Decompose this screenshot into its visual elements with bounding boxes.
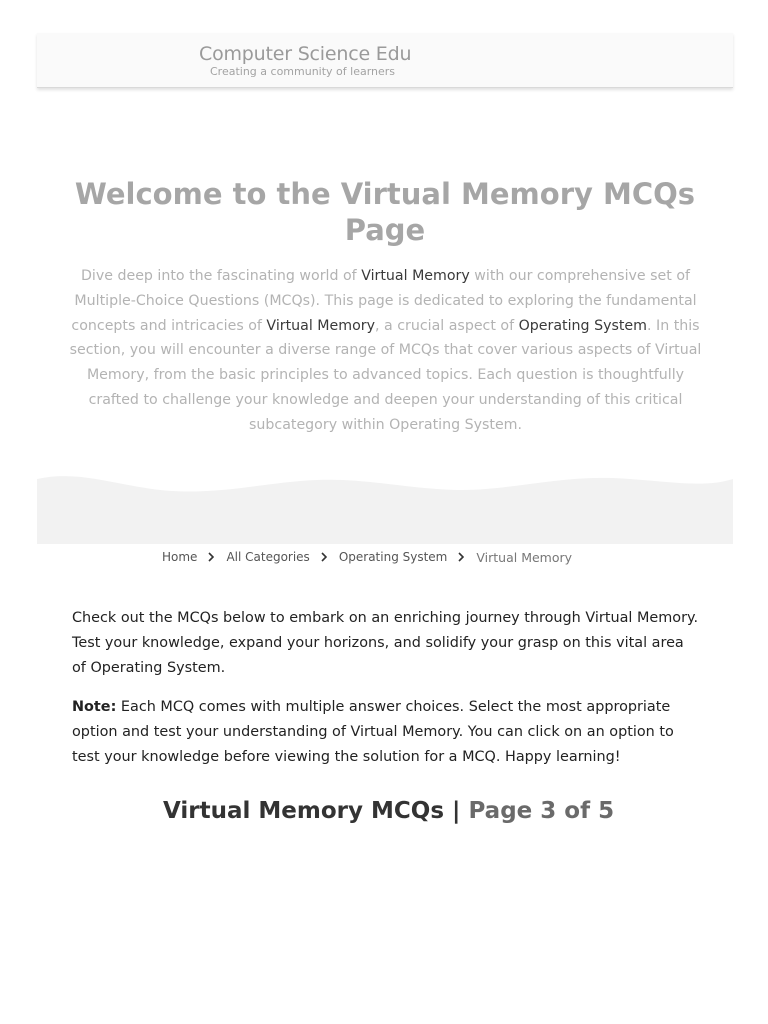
hero-desc-text: , a crucial aspect of	[375, 317, 519, 334]
highlight-virtual-memory: Virtual Memory	[361, 268, 470, 284]
note-paragraph	[72, 695, 702, 770]
site-brand[interactable]	[199, 43, 411, 78]
chevron-right-icon	[458, 552, 464, 562]
wave-shape	[37, 476, 733, 544]
hero-wave-divider	[37, 470, 733, 544]
breadcrumb-all-categories[interactable]: All Categories	[226, 550, 310, 564]
chevron-right-icon	[321, 552, 327, 562]
note-label: Note:	[72, 699, 117, 715]
intro-paragraph: Check out the MCQs below to embark on an enriching journey through Virtual Memory. Test your knowledge, expand your horizons, and solidify your grasp on this vital area of Operating System.	[72, 610, 699, 676]
highlight-virtual-memory: Virtual Memory	[266, 317, 375, 334]
mcq-list-heading	[163, 798, 614, 824]
heading-separator: |	[444, 798, 469, 824]
breadcrumb-operating-system[interactable]: Operating System	[338, 550, 448, 564]
hero-desc-text: . In this section, you will encounter a diverse range of MCQs that cover various aspects of Virtual Memory, from the basic principles to advanced topics. Each question is thoughtfully crafted to challenge your knowledge and deepen your understanding of this critical subcategory within Operating System.	[69, 317, 702, 433]
site-tagline: Creating a community of learners	[210, 65, 396, 78]
hero-desc-text: with our comprehensive set of Multiple-Choice Questions (MCQs). This page is dedicated to exploring the fundamental concepts and intricacies of	[71, 268, 697, 334]
chevron-right-icon	[208, 552, 214, 562]
page-indicator: Page 3 of 5	[468, 798, 615, 824]
breadcrumb	[162, 547, 572, 567]
hero-desc-text: Dive deep into the fascinating world of	[80, 268, 362, 284]
breadcrumb-current: Virtual Memory	[476, 549, 573, 565]
page-title: Welcome to the Virtual Memory MCQs Page	[74, 177, 696, 247]
breadcrumb-home[interactable]: Home	[162, 550, 198, 564]
hero-description	[68, 264, 703, 438]
note-text: Each MCQ comes with multiple answer choices. Select the most appropriate option and test your understanding of Virtual Memory. You can click on an option to test your knowledge before viewing the solution for a MCQ. Happy learning!	[72, 699, 674, 765]
site-header	[37, 33, 733, 88]
highlight-operating-system: Operating System	[518, 317, 647, 334]
site-title[interactable]: Computer Science Edu	[199, 43, 412, 65]
mcq-list-title: Virtual Memory MCQs	[163, 798, 445, 824]
